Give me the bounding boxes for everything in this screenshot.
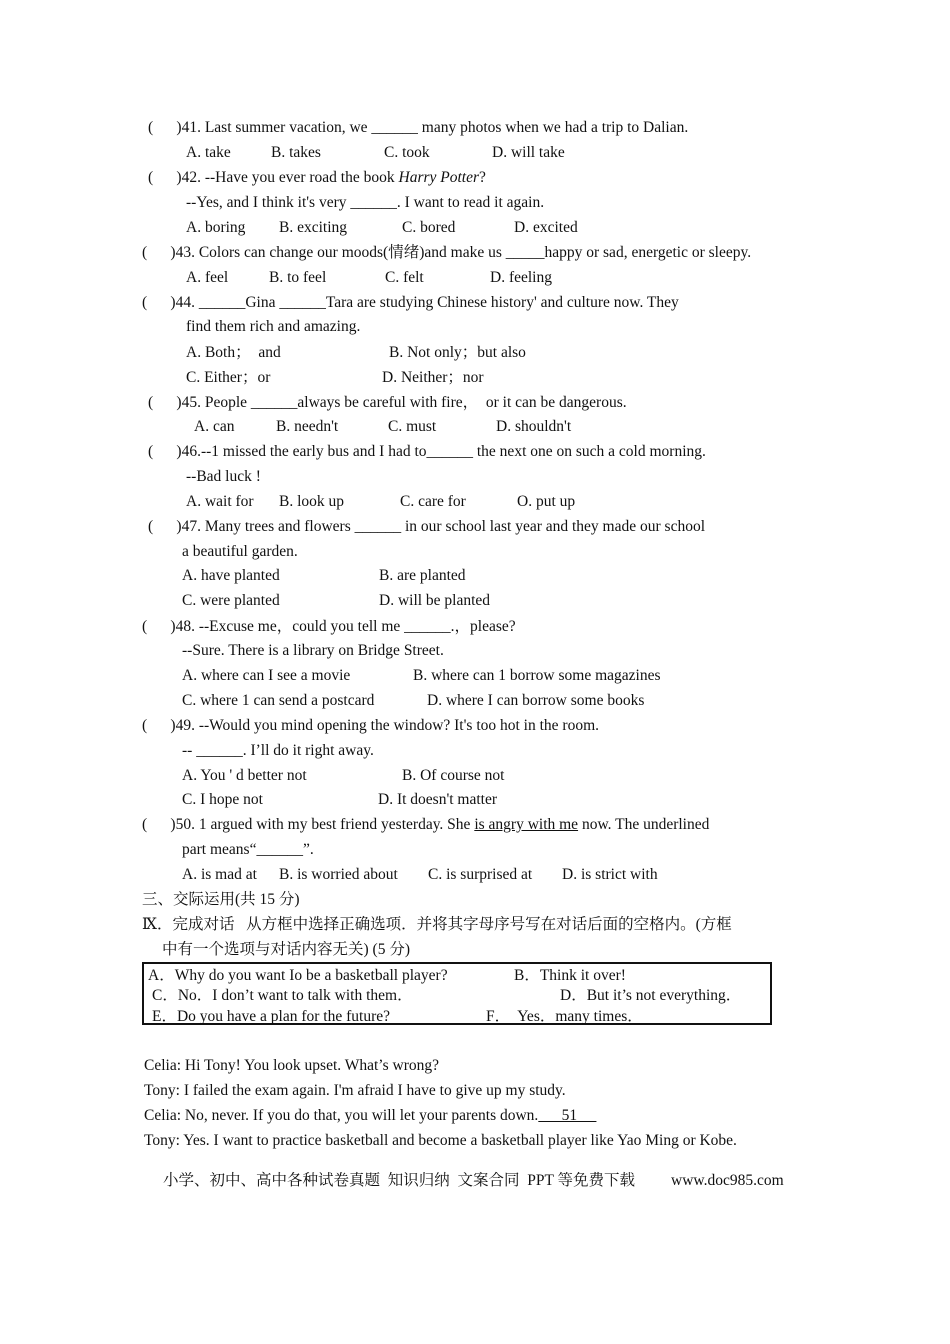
- section3-heading: 三、交际运用(共 15 分): [142, 891, 300, 908]
- q48-option-d: D. where I can borrow some books: [427, 692, 645, 709]
- q45-option-d: D. shouldn't: [496, 418, 572, 435]
- answer-blank-51[interactable]: 51: [538, 1107, 597, 1124]
- dialogue-line-3: [144, 1106, 596, 1126]
- q41-option-a: A. take: [186, 144, 231, 161]
- dialogue-line-1: Celia: Hi Tony! You look upset. What’s wrong?: [144, 1057, 439, 1074]
- q49-stem: ( )49. --Would you mind opening the window? It's too hot in the room.: [142, 717, 600, 734]
- q42-stem-pre: ( )42. --Have you ever road the book: [148, 169, 399, 186]
- q42-stem-post: ?: [479, 169, 486, 186]
- dialogue-line-4: Tony: Yes. I want to practice basketball and become a basketball player like Yao Ming or Kobe.: [144, 1132, 737, 1149]
- q42-book-title: Harry Potter: [398, 169, 480, 186]
- q49-option-d: D. It doesn't matter: [378, 791, 498, 808]
- q42-line2: --Yes, and I think it's very ______. I want to read it again.: [186, 194, 545, 211]
- q44-option-c: C. Either；or: [186, 369, 271, 386]
- q50-stem: [142, 815, 709, 835]
- q50-stem-post: now. The underlined: [578, 816, 710, 833]
- q47-option-b: B. are planted: [379, 567, 466, 584]
- q47-option-c: C. were planted: [182, 592, 280, 609]
- q45-option-b: B. needn't: [276, 418, 339, 435]
- q43-option-d: D. feeling: [490, 269, 552, 286]
- q50-option-a: A. is mad at: [182, 866, 257, 883]
- q48-stem: ( )48. --Excuse me，could you tell me ______.，please?: [142, 618, 516, 635]
- q44-stem: ( )44. ______Gina ______Tara are studying Chinese history' and culture now. They: [142, 294, 679, 311]
- option-box-f: F． Yes．many times．: [486, 1008, 643, 1025]
- q46-option-a: A. wait for: [186, 493, 254, 510]
- q50-option-b: B. is worried about: [279, 866, 398, 883]
- q46-option-d: O. put up: [517, 493, 576, 510]
- q45-option-a: A. can: [194, 418, 235, 435]
- q44-option-a: A. Both； and: [186, 344, 281, 361]
- q42-option-a: A. boring: [186, 219, 246, 236]
- dialogue-line-2: Tony: I failed the exam again. I'm afraid I have to give up my study.: [144, 1082, 566, 1099]
- option-box-b: B．Think it over!: [514, 967, 626, 984]
- q47-option-a: A. have planted: [182, 567, 280, 584]
- q48-option-a: A. where can I see a movie: [182, 667, 351, 684]
- q47-option-d: D. will be planted: [379, 592, 491, 609]
- q50-underlined-phrase: is angry with me: [474, 816, 579, 833]
- q42-option-c: C. bored: [402, 219, 456, 236]
- q43-option-b: B. to feel: [269, 269, 327, 286]
- part9-instruction-line2: 中有一个选项与对话内容无关) (5 分): [162, 941, 410, 958]
- q50-stem-pre: ( )50. 1 argued with my best friend yesterday. She: [142, 816, 475, 833]
- q43-option-a: A. feel: [186, 269, 229, 286]
- q41-option-c: C. took: [384, 144, 430, 161]
- q50-option-c: C. is surprised at: [428, 866, 533, 883]
- q43-option-c: C. felt: [385, 269, 424, 286]
- q45-option-c: C. must: [388, 418, 437, 435]
- q41-option-b: B. takes: [271, 144, 321, 161]
- q42-stem: [148, 168, 486, 188]
- option-box-e: E．Do you have a plan for the future?: [152, 1008, 391, 1025]
- q49-option-b: B. Of course not: [402, 767, 505, 784]
- q50-option-d: D. is strict with: [562, 866, 658, 883]
- footer-url[interactable]: www.doc985.com: [671, 1172, 784, 1189]
- q44-option-d: D. Neither；nor: [382, 369, 484, 386]
- q44-line2: find them rich and amazing.: [186, 318, 361, 335]
- q44-option-b: B. Not only；but also: [389, 344, 526, 361]
- q41-stem: ( )41. Last summer vacation, we ______ many photos when we had a trip to Dalian.: [148, 119, 689, 136]
- part9-instruction-line1: Ⅸ．完成对话 从方框中选择正确选项．并将其字母序号写在对话后面的空格内。(方框: [142, 916, 732, 933]
- q48-line2: --Sure. There is a library on Bridge Street.: [182, 642, 444, 659]
- q48-option-c: C. where 1 can send a postcard: [182, 692, 375, 709]
- q41-option-d: D. will take: [492, 144, 565, 161]
- dialogue-line-3-text: Celia: No, never. If you do that, you will let your parents down.: [144, 1107, 539, 1124]
- q46-option-b: B. look up: [279, 493, 345, 510]
- q49-option-a: A. You ' d better not: [182, 767, 307, 784]
- q42-option-b: B. exciting: [279, 219, 348, 236]
- q49-line2: -- ______. I’ll do it right away.: [182, 742, 374, 759]
- q49-option-c: C. I hope not: [182, 791, 263, 808]
- q46-stem: ( )46.--1 missed the early bus and I had to______ the next one on such a cold morning.: [148, 443, 706, 460]
- q47-line2: a beautiful garden.: [182, 543, 298, 560]
- q48-option-b: B. where can 1 borrow some magazines: [413, 667, 661, 684]
- q47-stem: ( )47. Many trees and flowers ______ in our school last year and they made our school: [148, 518, 706, 535]
- q46-option-c: C. care for: [400, 493, 466, 510]
- option-box-c: C．No．I don’t want to talk with them．: [152, 987, 413, 1004]
- q42-option-d: D. excited: [514, 219, 578, 236]
- footer-text: 小学、初中、高中各种试卷真题 知识归纳 文案合同 PPT 等免费下载: [163, 1172, 636, 1189]
- q50-line2: part means“______”.: [182, 841, 314, 858]
- option-box-d: D．But it’s not everything．: [560, 987, 742, 1004]
- q46-line2: --Bad luck !: [186, 468, 261, 485]
- q45-stem: ( )45. People ______always be careful with fire， or it can be dangerous.: [148, 394, 627, 411]
- q43-stem: ( )43. Colors can change our moods(情绪)and make us _____happy or sad, energetic or sleepy.: [142, 244, 752, 261]
- option-box-a: A．Why do you want Io be a basketball player?: [148, 967, 448, 984]
